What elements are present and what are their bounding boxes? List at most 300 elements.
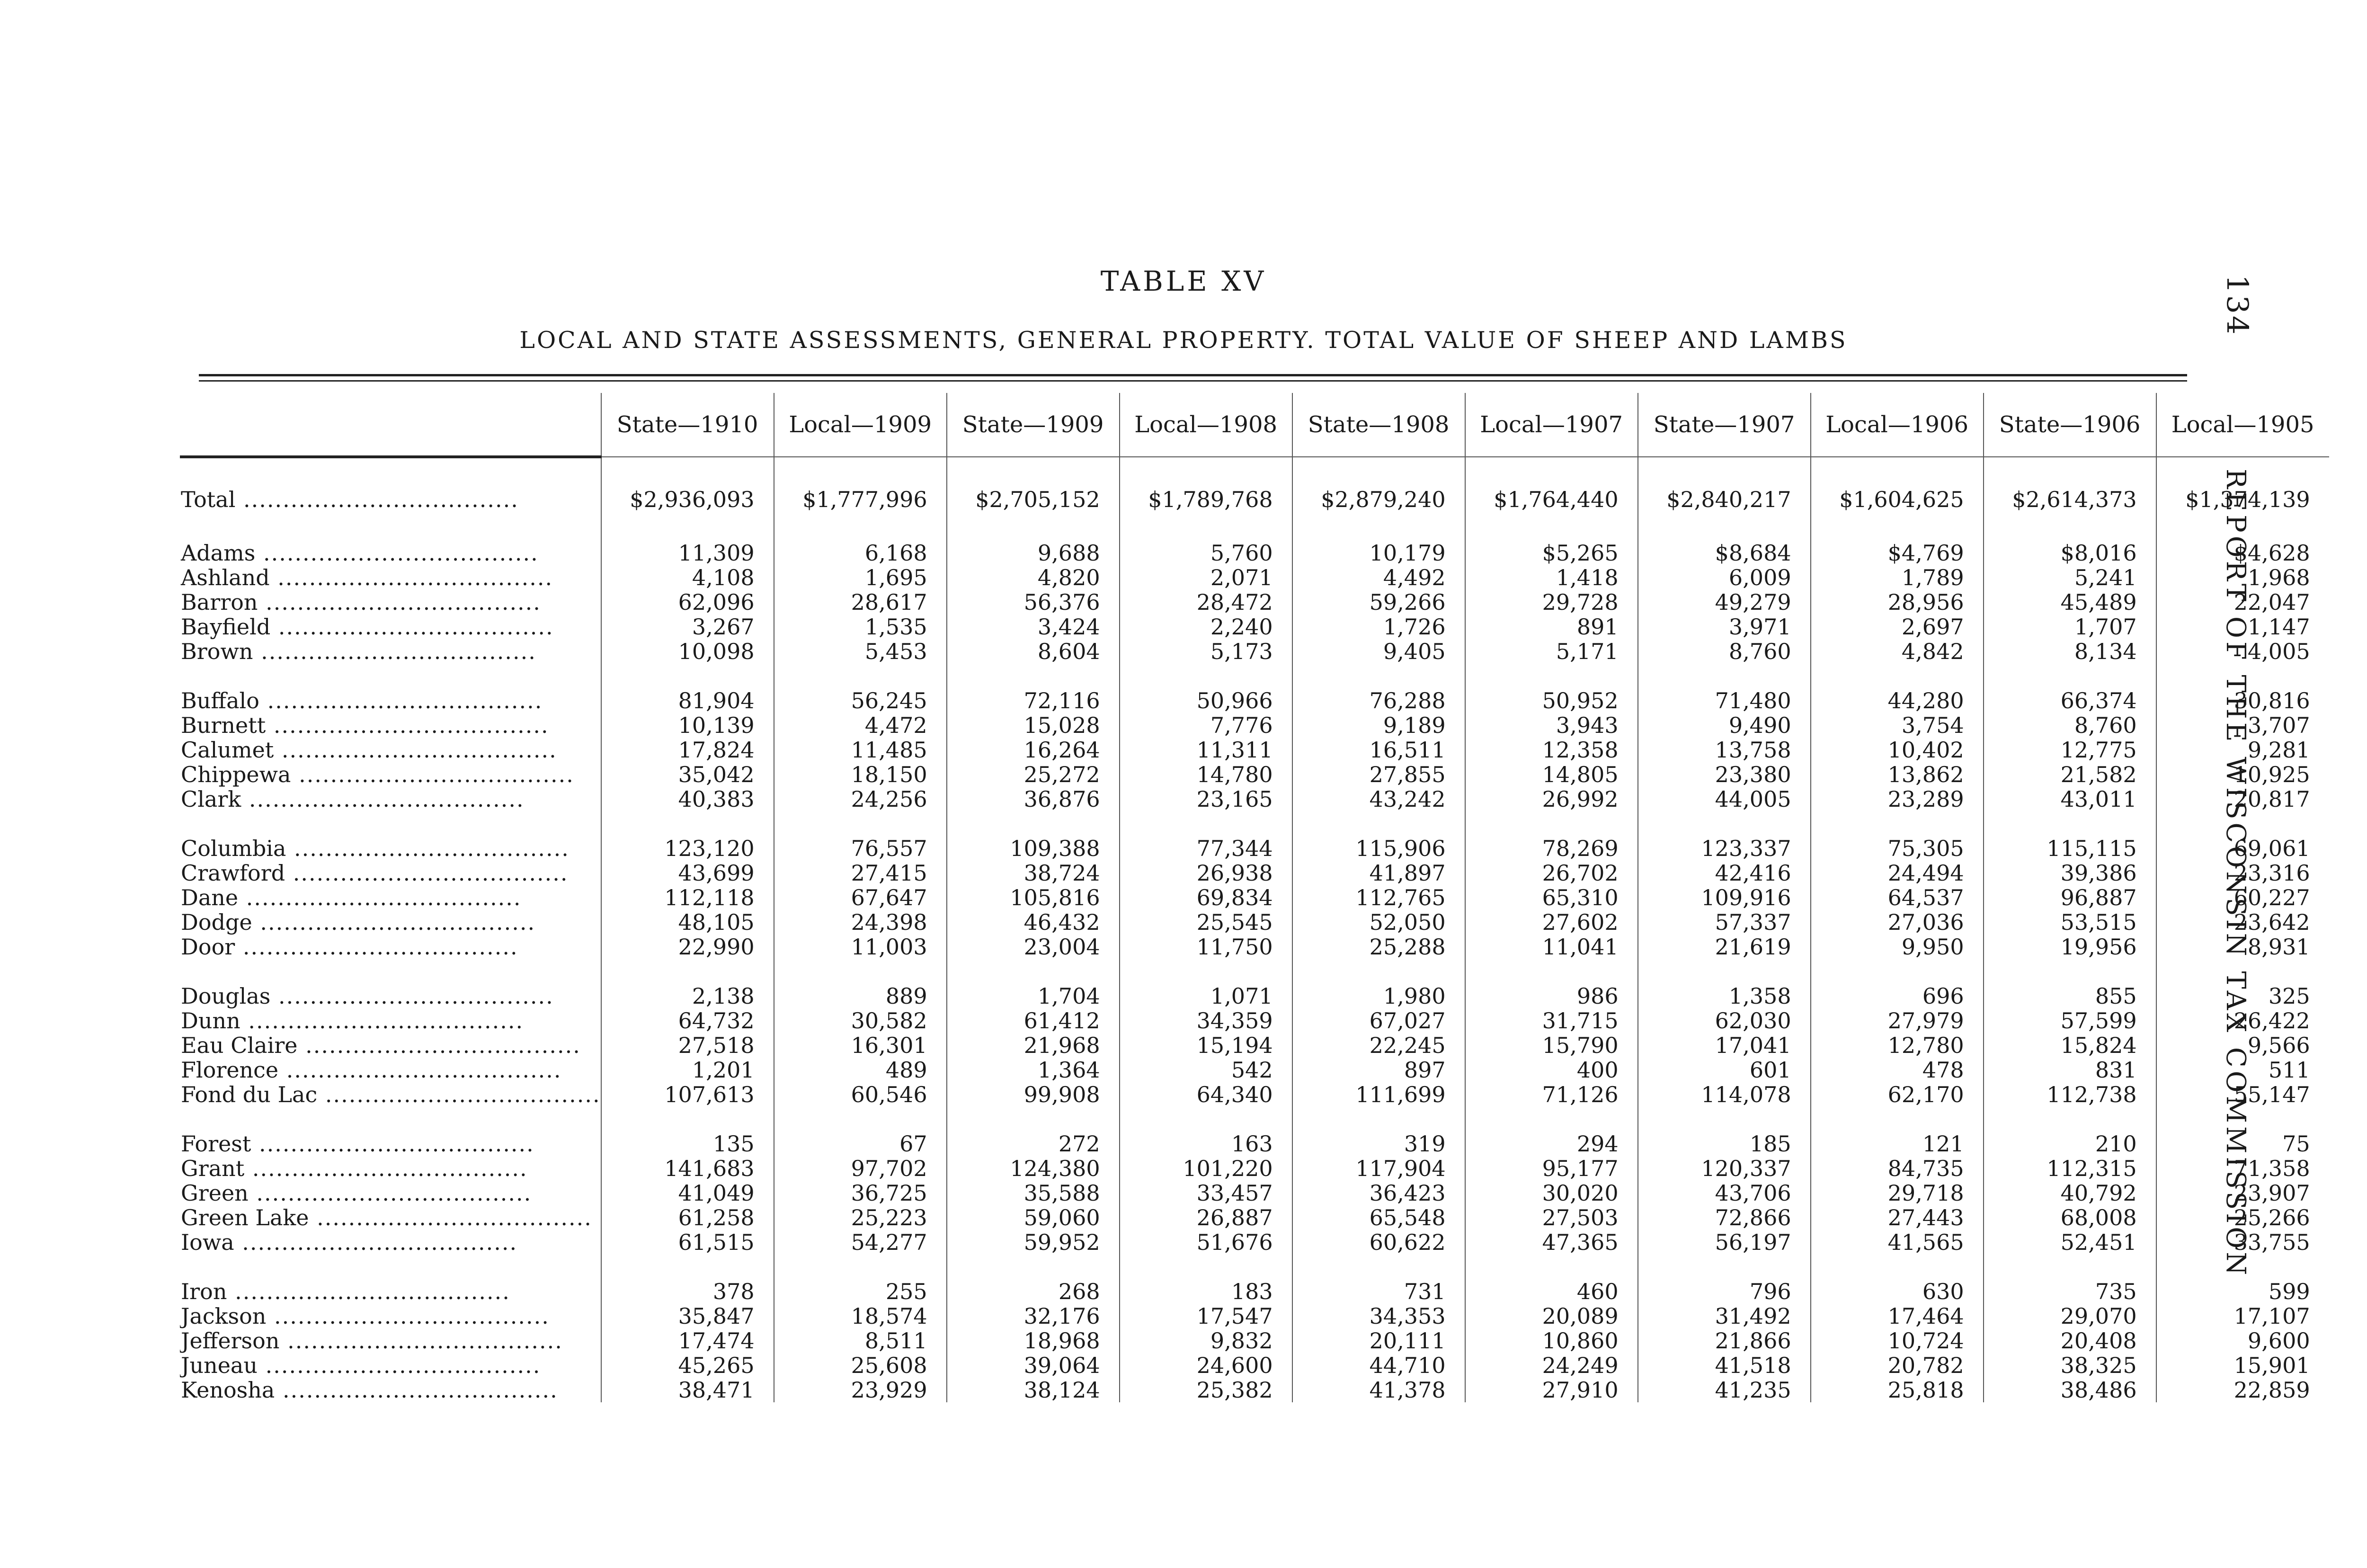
- spacer-cell: [2156, 1255, 2329, 1279]
- value-cell: 117,904: [1292, 1156, 1465, 1181]
- value-cell: 14,780: [1120, 762, 1292, 787]
- spacer-cell: [774, 1107, 947, 1131]
- value-cell: 43,706: [1638, 1181, 1811, 1205]
- leader-dots: ...................................: [257, 1353, 541, 1378]
- column-header: Local—1907: [1465, 393, 1638, 457]
- row-label-text: Jefferson: [181, 1328, 280, 1353]
- value-cell: 1,980: [1292, 984, 1465, 1008]
- value-cell: 3,971: [1638, 615, 1811, 639]
- value-cell: 3,267: [601, 615, 774, 639]
- value-cell: 96,887: [1984, 885, 2156, 910]
- value-cell: 34,359: [1120, 1008, 1292, 1033]
- value-cell: 17,107: [2156, 1304, 2329, 1328]
- row-label: [180, 1378, 601, 1402]
- spacer-cell: [180, 959, 601, 984]
- leader-dots: ...................................: [266, 713, 549, 738]
- spacer-cell: [1984, 959, 2156, 984]
- row-label: [180, 1033, 601, 1058]
- value-cell: 16,301: [774, 1033, 947, 1058]
- value-cell: 11,485: [774, 738, 947, 762]
- row-label-text: Total: [181, 487, 236, 512]
- value-cell: 4,842: [1811, 639, 1984, 664]
- value-cell: 114,078: [1638, 1082, 1811, 1107]
- leader-dots: ...................................: [244, 1156, 528, 1181]
- row-label-text: Calumet: [181, 738, 274, 762]
- value-cell: 1,695: [774, 565, 947, 590]
- table-row: [180, 713, 2329, 738]
- double-rule: [199, 374, 2187, 382]
- value-cell: 272: [947, 1131, 1120, 1156]
- row-label-text: Clark: [181, 787, 241, 811]
- row-label: [180, 762, 601, 787]
- leader-dots: ...................................: [317, 1082, 601, 1107]
- row-label-text: Barron: [181, 590, 258, 615]
- table-row: [180, 688, 2329, 713]
- value-cell: 61,515: [601, 1230, 774, 1255]
- table-title: TABLE XV: [1100, 265, 1267, 297]
- value-cell: 3,943: [1465, 713, 1638, 738]
- spacer-cell: [1465, 516, 1638, 541]
- value-cell: 72,866: [1638, 1205, 1811, 1230]
- column-header: State—1909: [947, 393, 1120, 457]
- value-cell: 35,847: [601, 1304, 774, 1328]
- spacer-cell: [1292, 1255, 1465, 1279]
- row-label: [180, 1205, 601, 1230]
- assessment-table: [180, 393, 2329, 1402]
- leader-dots: ...................................: [297, 1033, 581, 1058]
- value-cell: 891: [1465, 615, 1638, 639]
- value-cell: 511: [2156, 1058, 2329, 1082]
- leader-dots: ...................................: [235, 487, 519, 512]
- value-cell: 255: [774, 1279, 947, 1304]
- table-row: [180, 1181, 2329, 1205]
- spacer-cell: [947, 811, 1120, 836]
- spacer-cell: [1984, 1255, 2156, 1279]
- leader-dots: ...................................: [309, 1205, 592, 1230]
- row-label-text: Bayfield: [181, 615, 271, 639]
- row-label-text: Iron: [181, 1279, 227, 1304]
- value-cell: 56,197: [1638, 1230, 1811, 1255]
- value-cell: 28,617: [774, 590, 947, 615]
- value-cell: $2,705,152: [947, 483, 1120, 516]
- value-cell: 26,887: [1120, 1205, 1292, 1230]
- value-cell: 67: [774, 1131, 947, 1156]
- value-cell: 67,027: [1292, 1008, 1465, 1033]
- leader-dots: ...................................: [270, 615, 554, 639]
- value-cell: $1,777,996: [774, 483, 947, 516]
- value-cell: 20,782: [1811, 1353, 1984, 1378]
- value-cell: 630: [1811, 1279, 1984, 1304]
- value-cell: 23,316: [2156, 861, 2329, 885]
- leader-dots: ...................................: [240, 1008, 524, 1033]
- value-cell: 45,489: [1984, 590, 2156, 615]
- value-cell: 5,453: [774, 639, 947, 664]
- value-cell: 65,548: [1292, 1205, 1465, 1230]
- value-cell: $2,936,093: [601, 483, 774, 516]
- value-cell: 1,358: [1638, 984, 1811, 1008]
- table-row: [180, 910, 2329, 935]
- value-cell: 6,168: [774, 541, 947, 565]
- table-row: [180, 836, 2329, 861]
- value-cell: 59,952: [947, 1230, 1120, 1255]
- value-cell: 61,412: [947, 1008, 1120, 1033]
- row-label: [180, 861, 601, 885]
- table-row: [180, 935, 2329, 959]
- spacer-cell: [1292, 1107, 1465, 1131]
- value-cell: 14,805: [1465, 762, 1638, 787]
- leader-dots: ...................................: [274, 738, 557, 762]
- value-cell: 27,979: [1811, 1008, 1984, 1033]
- row-label: [180, 1279, 601, 1304]
- value-cell: 400: [1465, 1058, 1638, 1082]
- spacer-cell: [1811, 959, 1984, 984]
- value-cell: 57,337: [1638, 910, 1811, 935]
- value-cell: 30,582: [774, 1008, 947, 1033]
- value-cell: 10,925: [2156, 762, 2329, 787]
- spacer-cell: [1120, 664, 1292, 688]
- spacer-cell: [1465, 959, 1638, 984]
- row-label: [180, 483, 601, 516]
- value-cell: 25,266: [2156, 1205, 2329, 1230]
- value-cell: 48,105: [601, 910, 774, 935]
- value-cell: 1,071: [1120, 984, 1292, 1008]
- value-cell: 23,380: [1638, 762, 1811, 787]
- leader-dots: ...................................: [252, 910, 536, 935]
- value-cell: 75,305: [1811, 836, 1984, 861]
- value-cell: 25,288: [1292, 935, 1465, 959]
- value-cell: $1,604,625: [1811, 483, 1984, 516]
- value-cell: 17,464: [1811, 1304, 1984, 1328]
- spacer-cell: [1811, 457, 1984, 483]
- value-cell: 64,340: [1120, 1082, 1292, 1107]
- value-cell: 11,003: [774, 935, 947, 959]
- value-cell: 60,622: [1292, 1230, 1465, 1255]
- value-cell: 15,028: [947, 713, 1120, 738]
- spacer-cell: [947, 1255, 1120, 1279]
- column-header: State—1910: [601, 393, 774, 457]
- spacer-cell: [947, 516, 1120, 541]
- table-subtitle: LOCAL AND STATE ASSESSMENTS, GENERAL PROPERTY. TOTAL VALUE OF SHEEP AND LAMBS: [519, 327, 1848, 354]
- table-row: [180, 861, 2329, 885]
- spacer-cell: [1465, 1255, 1638, 1279]
- value-cell: 17,474: [601, 1328, 774, 1353]
- group-spacer: [180, 516, 2329, 541]
- value-cell: 4,005: [2156, 639, 2329, 664]
- spacer-cell: [1292, 457, 1465, 483]
- table-row: [180, 1230, 2329, 1255]
- row-label: [180, 738, 601, 762]
- table-row: [180, 1353, 2329, 1378]
- spacer-cell: [1638, 811, 1811, 836]
- value-cell: 1,726: [1292, 615, 1465, 639]
- table-row: [180, 590, 2329, 615]
- row-label: [180, 590, 601, 615]
- spacer-cell: [180, 1255, 601, 1279]
- value-cell: 12,358: [1465, 738, 1638, 762]
- spacer-cell: [1984, 811, 2156, 836]
- value-cell: 105,816: [947, 885, 1120, 910]
- value-cell: 40,792: [1984, 1181, 2156, 1205]
- table-row: [180, 1008, 2329, 1033]
- value-cell: 478: [1811, 1058, 1984, 1082]
- value-cell: 42,416: [1638, 861, 1811, 885]
- value-cell: $2,840,217: [1638, 483, 1811, 516]
- leader-dots: ...................................: [241, 787, 525, 811]
- row-label: [180, 1304, 601, 1328]
- value-cell: 25,818: [1811, 1378, 1984, 1402]
- value-cell: 78,269: [1465, 836, 1638, 861]
- total-row: [180, 483, 2329, 516]
- spacer-cell: [1984, 516, 2156, 541]
- value-cell: 25,223: [774, 1205, 947, 1230]
- spacer-cell: [1120, 457, 1292, 483]
- row-label-text: Fond du Lac: [181, 1082, 318, 1107]
- value-cell: 29,728: [1465, 590, 1638, 615]
- value-cell: 45,265: [601, 1353, 774, 1378]
- value-cell: 26,938: [1120, 861, 1292, 885]
- row-label-text: Jackson: [181, 1304, 267, 1328]
- value-cell: 1,968: [2156, 565, 2329, 590]
- value-cell: 24,398: [774, 910, 947, 935]
- row-label-text: Juneau: [181, 1353, 258, 1378]
- value-cell: 16,264: [947, 738, 1120, 762]
- value-cell: 1,418: [1465, 565, 1638, 590]
- value-cell: 9,688: [947, 541, 1120, 565]
- value-cell: 20,089: [1465, 1304, 1638, 1328]
- value-cell: 25,608: [774, 1353, 947, 1378]
- spacer-cell: [601, 1255, 774, 1279]
- value-cell: 986: [1465, 984, 1638, 1008]
- spacer-cell: [1638, 457, 1811, 483]
- value-cell: 21,619: [1638, 935, 1811, 959]
- value-cell: 95,177: [1465, 1156, 1638, 1181]
- value-cell: 5,173: [1120, 639, 1292, 664]
- value-cell: 23,289: [1811, 787, 1984, 811]
- row-label-text: Eau Claire: [181, 1033, 298, 1058]
- value-cell: 44,710: [1292, 1353, 1465, 1378]
- value-cell: 489: [774, 1058, 947, 1082]
- row-label: [180, 1328, 601, 1353]
- value-cell: 325: [2156, 984, 2329, 1008]
- column-header: State—1906: [1984, 393, 2156, 457]
- table-row: [180, 565, 2329, 590]
- value-cell: 268: [947, 1279, 1120, 1304]
- value-cell: 43,699: [601, 861, 774, 885]
- value-cell: 39,064: [947, 1353, 1120, 1378]
- value-cell: 23,907: [2156, 1181, 2329, 1205]
- value-cell: 64,537: [1811, 885, 1984, 910]
- spacer-cell: [774, 811, 947, 836]
- spacer-cell: [947, 1107, 1120, 1131]
- table-row: [180, 1205, 2329, 1230]
- value-cell: 59,060: [947, 1205, 1120, 1230]
- value-cell: 47,365: [1465, 1230, 1638, 1255]
- value-cell: 62,096: [601, 590, 774, 615]
- spacer-cell: [1292, 959, 1465, 984]
- value-cell: 1,364: [947, 1058, 1120, 1082]
- spacer-cell: [1465, 664, 1638, 688]
- value-cell: 38,724: [947, 861, 1120, 885]
- leader-dots: ...................................: [248, 1181, 532, 1205]
- spacer-cell: [1811, 1107, 1984, 1131]
- value-cell: 20,408: [1984, 1328, 2156, 1353]
- leader-dots: ...................................: [275, 1378, 558, 1402]
- leader-dots: ...................................: [279, 1328, 563, 1353]
- table-row: [180, 787, 2329, 811]
- row-label-text: Green Lake: [181, 1205, 309, 1230]
- spacer-cell: [180, 811, 601, 836]
- value-cell: 696: [1811, 984, 1984, 1008]
- value-cell: 41,518: [1638, 1353, 1811, 1378]
- value-cell: 3,754: [1811, 713, 1984, 738]
- value-cell: 8,134: [1984, 639, 2156, 664]
- value-cell: 41,049: [601, 1181, 774, 1205]
- value-cell: 731: [1292, 1279, 1465, 1304]
- row-label-text: Florence: [181, 1058, 279, 1082]
- value-cell: 21,866: [1638, 1328, 1811, 1353]
- value-cell: 62,030: [1638, 1008, 1811, 1033]
- spacer-cell: [1465, 811, 1638, 836]
- row-label-text: Adams: [181, 541, 256, 565]
- value-cell: 735: [1984, 1279, 2156, 1304]
- spacer-cell: [1292, 516, 1465, 541]
- value-cell: 10,860: [1465, 1328, 1638, 1353]
- row-label: [180, 1353, 601, 1378]
- value-cell: $4,769: [1811, 541, 1984, 565]
- stub-header: [180, 393, 601, 457]
- table-row: [180, 1378, 2329, 1402]
- spacer-cell: [1292, 664, 1465, 688]
- value-cell: 19,956: [1984, 935, 2156, 959]
- row-label-text: Ashland: [181, 565, 270, 590]
- value-cell: 71,126: [1465, 1082, 1638, 1107]
- value-cell: 542: [1120, 1058, 1292, 1082]
- row-label: [180, 1230, 601, 1255]
- value-cell: 60,227: [2156, 885, 2329, 910]
- value-cell: 33,457: [1120, 1181, 1292, 1205]
- page-number: 134: [2220, 275, 2255, 337]
- value-cell: 460: [1465, 1279, 1638, 1304]
- row-label-text: Green: [181, 1181, 249, 1205]
- value-cell: 52,050: [1292, 910, 1465, 935]
- row-label: [180, 1131, 601, 1156]
- spacer-cell: [1638, 959, 1811, 984]
- value-cell: 21,968: [947, 1033, 1120, 1058]
- spacer-cell: [1984, 1107, 2156, 1131]
- value-cell: 50,952: [1465, 688, 1638, 713]
- value-cell: 38,486: [1984, 1378, 2156, 1402]
- table-row: [180, 1082, 2329, 1107]
- table-row: [180, 885, 2329, 910]
- spacer-cell: [601, 516, 774, 541]
- value-cell: 61,258: [601, 1205, 774, 1230]
- value-cell: 20,111: [1292, 1328, 1465, 1353]
- spacer-cell: [2156, 516, 2329, 541]
- spacer-cell: [1811, 516, 1984, 541]
- spacer-cell: [947, 959, 1120, 984]
- value-cell: 38,471: [601, 1378, 774, 1402]
- row-label: [180, 615, 601, 639]
- value-cell: 4,820: [947, 565, 1120, 590]
- value-cell: 35,042: [601, 762, 774, 787]
- spacer-cell: [1811, 1255, 1984, 1279]
- row-label-text: Kenosha: [181, 1378, 275, 1402]
- row-label-text: Columbia: [181, 836, 286, 861]
- value-cell: $8,684: [1638, 541, 1811, 565]
- value-cell: 185: [1638, 1131, 1811, 1156]
- spacer-cell: [1292, 811, 1465, 836]
- leader-dots: ...................................: [278, 1058, 562, 1082]
- value-cell: 115,906: [1292, 836, 1465, 861]
- value-cell: 41,235: [1638, 1378, 1811, 1402]
- value-cell: 23,929: [774, 1378, 947, 1402]
- row-label-text: Door: [181, 935, 235, 959]
- value-cell: 22,047: [2156, 590, 2329, 615]
- value-cell: 8,511: [774, 1328, 947, 1353]
- column-header: Local—1905: [2156, 393, 2329, 457]
- spacer-cell: [1984, 664, 2156, 688]
- value-cell: 163: [1120, 1131, 1292, 1156]
- row-label-text: Douglas: [181, 984, 271, 1008]
- value-cell: 4,472: [774, 713, 947, 738]
- value-cell: $1,374,139: [2156, 483, 2329, 516]
- value-cell: 107,613: [601, 1082, 774, 1107]
- value-cell: 23,004: [947, 935, 1120, 959]
- value-cell: 12,775: [1984, 738, 2156, 762]
- value-cell: 36,423: [1292, 1181, 1465, 1205]
- value-cell: 59,266: [1292, 590, 1465, 615]
- value-cell: 10,179: [1292, 541, 1465, 565]
- value-cell: 8,604: [947, 639, 1120, 664]
- value-cell: 22,859: [2156, 1378, 2329, 1402]
- row-label: [180, 713, 601, 738]
- spacer-cell: [601, 1107, 774, 1131]
- spacer-cell: [1984, 457, 2156, 483]
- table-row: [180, 615, 2329, 639]
- value-cell: 22,990: [601, 935, 774, 959]
- value-cell: 20,817: [2156, 787, 2329, 811]
- value-cell: 796: [1638, 1279, 1811, 1304]
- value-cell: 55,147: [2156, 1082, 2329, 1107]
- value-cell: 10,724: [1811, 1328, 1984, 1353]
- header-row: [180, 393, 2329, 457]
- group-spacer: [180, 1107, 2329, 1131]
- spacer-cell: [1120, 516, 1292, 541]
- spacer-cell: [1120, 1107, 1292, 1131]
- value-cell: 115,115: [1984, 836, 2156, 861]
- row-label: [180, 787, 601, 811]
- spacer-cell: [1120, 1255, 1292, 1279]
- value-cell: 1,707: [1984, 615, 2156, 639]
- leader-dots: ...................................: [266, 1304, 550, 1328]
- value-cell: 97,702: [774, 1156, 947, 1181]
- value-cell: 9,490: [1638, 713, 1811, 738]
- leader-dots: ...................................: [259, 688, 543, 713]
- value-cell: 8,760: [1638, 639, 1811, 664]
- value-cell: 25,382: [1120, 1378, 1292, 1402]
- row-label-text: Brown: [181, 639, 253, 664]
- value-cell: 56,245: [774, 688, 947, 713]
- value-cell: 1,535: [774, 615, 947, 639]
- table-row: [180, 1304, 2329, 1328]
- row-label: [180, 885, 601, 910]
- value-cell: 319: [1292, 1131, 1465, 1156]
- value-cell: 69,834: [1120, 885, 1292, 910]
- value-cell: 31,715: [1465, 1008, 1638, 1033]
- value-cell: 24,256: [774, 787, 947, 811]
- value-cell: 4,492: [1292, 565, 1465, 590]
- spacer-cell: [601, 959, 774, 984]
